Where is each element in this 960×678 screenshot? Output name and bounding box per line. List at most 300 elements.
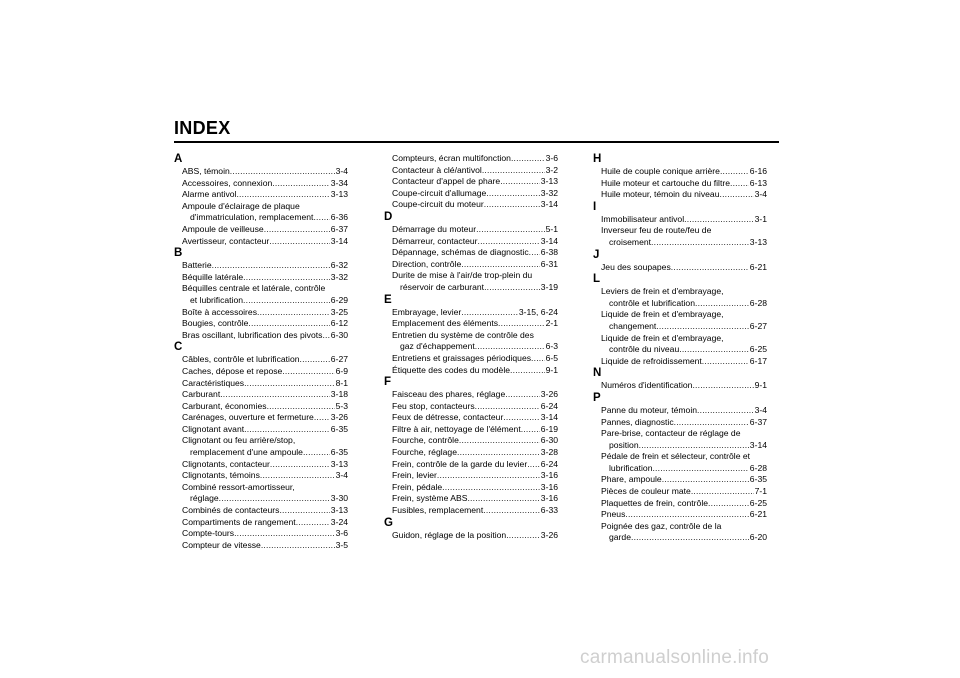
section-letter: I <box>593 200 597 213</box>
entry-label: Huile moteur, témoin du niveau <box>601 189 720 200</box>
entry-label: Fusibles, remplacement <box>392 505 484 516</box>
index-entry <box>593 486 767 498</box>
section-letter: A <box>174 153 183 165</box>
entry-label: Combinés de contacteurs <box>182 505 280 516</box>
page-ref: 3-14 <box>540 235 558 246</box>
page-ref: 3-26 <box>330 412 348 423</box>
entry-label: changement <box>609 320 657 331</box>
entry-label: Jeu des soupapes <box>601 261 671 272</box>
entry-label: Liquide de refroidissement <box>601 355 702 366</box>
entry-label: Immobilisateur antivol <box>601 213 685 224</box>
index-entry <box>174 283 348 306</box>
index-entry <box>593 225 767 248</box>
dot-leader <box>442 482 540 494</box>
dot-leader <box>531 353 545 365</box>
page-ref: 6-13 <box>749 177 767 188</box>
dot-leader <box>234 528 335 540</box>
section-letter: D <box>384 210 393 223</box>
dot-leader <box>478 236 540 248</box>
page-ref: 3-18 <box>330 389 348 400</box>
dot-leader <box>651 237 749 249</box>
entry-label: Entretien du système de contrôle des <box>392 329 534 340</box>
index-entry <box>593 405 767 417</box>
dot-leader <box>212 260 330 272</box>
entry-label: Clignotants, contacteur <box>182 458 270 469</box>
page-ref: 3-6 <box>335 528 348 539</box>
page-ref: 3-13 <box>330 189 348 200</box>
entry-label: Pneus <box>601 509 626 520</box>
entry-label: Frein, levier <box>392 470 437 481</box>
entry-label: Feux de détresse, contacteur <box>392 412 504 423</box>
dot-leader <box>279 505 329 517</box>
index-entry <box>384 318 558 330</box>
entry-label: Frein, système ABS <box>392 493 468 504</box>
dot-leader <box>475 401 540 413</box>
page-ref: 9-1 <box>545 364 558 375</box>
page-ref: 6-17 <box>749 355 767 366</box>
entry-label: Pannes, diagnostic <box>601 416 674 427</box>
entry-label: Clignotant avant <box>182 423 245 434</box>
index-entry <box>384 307 558 319</box>
entry-label: Contacteur à clé/antivol <box>392 164 482 175</box>
page-ref: 3-15, 6-24 <box>518 306 558 317</box>
page-ref: 3-13 <box>749 236 767 247</box>
index-entry <box>174 201 348 224</box>
page-ref: 3-16 <box>540 493 558 504</box>
dot-leader <box>236 189 329 201</box>
entry-label: Compte-tours <box>182 528 235 539</box>
index-entry <box>174 318 348 330</box>
entry-label: Plaquettes de frein, contrôle <box>601 497 709 508</box>
entry-label: remplacement d'une ampoule <box>190 447 303 458</box>
dot-leader <box>270 459 330 471</box>
entry-label: Béquilles centrale et latérale, contrôle <box>182 283 326 294</box>
page-ref: 6-37 <box>330 223 348 234</box>
dot-leader <box>459 435 540 447</box>
page-ref: 6-20 <box>749 532 767 543</box>
dot-leader <box>662 474 749 486</box>
dot-leader <box>461 259 540 271</box>
index-entry <box>384 493 558 505</box>
index-entry <box>593 333 767 356</box>
dot-leader <box>282 366 334 378</box>
index-column-2 <box>384 153 558 541</box>
entry-label: Compartiments de rangement <box>182 516 296 527</box>
entry-label: Caches, dépose et repose <box>182 365 283 376</box>
entry-label: Frein, contrôle de la garde du levier <box>392 458 528 469</box>
dot-leader <box>300 354 330 366</box>
entry-label: Poignée des gaz, contrôle de la <box>601 520 722 531</box>
entry-label: Dépannage, schémas de diagnostic <box>392 247 529 258</box>
dot-leader <box>498 318 545 330</box>
page-ref: 9-1 <box>754 380 767 391</box>
index-entry <box>593 262 767 274</box>
index-entry <box>593 380 767 392</box>
entry-label: contrôle et lubrification <box>609 297 695 308</box>
page-ref: 6-19 <box>540 423 558 434</box>
index-entry <box>593 451 767 474</box>
entry-label: Ampoule d'éclairage de plaque <box>182 200 300 211</box>
dot-leader <box>475 341 545 353</box>
dot-leader <box>484 282 540 294</box>
page-ref: 7-1 <box>754 486 767 497</box>
page-ref: 3-6 <box>545 153 558 163</box>
entry-label: réglage <box>190 493 219 504</box>
index-entry <box>384 412 558 424</box>
dot-leader <box>486 188 539 200</box>
index-entry <box>174 540 348 552</box>
dot-leader <box>482 165 545 177</box>
index-column-3 <box>593 153 767 544</box>
entry-label: Filtre à air, nettoyage de l'élément <box>392 423 521 434</box>
page-ref: 6-33 <box>540 505 558 516</box>
section-letter: F <box>384 376 392 389</box>
page-ref: 6-30 <box>330 329 348 340</box>
page-ref: 6-32 <box>330 260 348 271</box>
page-ref: 6-21 <box>749 509 767 520</box>
entry-label: d'immatriculation, remplacement <box>190 212 314 223</box>
index-entry <box>384 330 558 353</box>
page-ref: 3-26 <box>540 389 558 400</box>
dot-leader <box>527 459 540 471</box>
index-entry <box>174 224 348 236</box>
entry-label: croisement <box>609 236 652 247</box>
entry-label: contrôle du niveau <box>609 344 680 355</box>
index-entry <box>384 188 558 200</box>
watermark: carmanualsonline.info <box>580 647 770 668</box>
index-entry <box>174 389 348 401</box>
dot-leader <box>484 199 540 211</box>
index-entry <box>174 505 348 517</box>
index-entry <box>384 470 558 482</box>
entry-label: Bougies, contrôle <box>182 318 249 329</box>
page-ref: 6-24 <box>540 400 558 411</box>
index-entry <box>174 189 348 201</box>
page-ref: 6-28 <box>749 297 767 308</box>
entry-label: Clignotant ou feu arrière/stop, <box>182 435 296 446</box>
dot-leader <box>684 214 753 226</box>
entry-label: Câbles, contrôle et lubrification <box>182 354 300 365</box>
dot-leader <box>506 530 540 542</box>
entry-label: Faisceau des phares, réglage <box>392 389 506 400</box>
dot-leader <box>461 307 518 319</box>
dot-leader <box>505 389 540 401</box>
index-entry <box>174 401 348 413</box>
dot-leader <box>267 401 335 413</box>
dot-leader <box>322 330 329 342</box>
index-entry <box>174 366 348 378</box>
page-ref: 6-5 <box>545 352 558 363</box>
dot-leader <box>652 463 748 475</box>
index-entry <box>384 389 558 401</box>
page-ref: 3-32 <box>330 271 348 282</box>
dot-leader <box>248 318 329 330</box>
entry-label: garde <box>609 532 631 543</box>
index-entry <box>593 521 767 544</box>
page-ref: 6-25 <box>749 344 767 355</box>
page-ref: 3-16 <box>540 470 558 481</box>
entry-label: Feu stop, contacteurs <box>392 400 475 411</box>
index-entry <box>593 189 767 201</box>
index-entry <box>384 199 558 211</box>
entry-label: Ampoule de veilleuse <box>182 223 264 234</box>
section-letter: C <box>174 341 183 354</box>
index-entry <box>593 417 767 429</box>
dot-leader <box>220 389 330 401</box>
entry-label: Phare, ampoule <box>601 474 662 485</box>
entry-label: position <box>609 439 639 450</box>
dot-leader <box>695 298 749 310</box>
index-entry <box>593 428 767 451</box>
entry-label: Carénages, ouverture et fermeture <box>182 412 314 423</box>
dot-leader <box>730 178 749 190</box>
dot-leader <box>656 321 748 333</box>
page-ref: 3-34 <box>330 177 348 188</box>
page-ref: 3-24 <box>330 516 348 527</box>
index-entry <box>174 178 348 190</box>
page-ref: 6-30 <box>540 435 558 446</box>
index-entry <box>384 247 558 259</box>
page-ref: 3-14 <box>540 412 558 423</box>
dot-leader <box>503 412 539 424</box>
entry-label: réservoir de carburant <box>400 281 485 292</box>
dot-leader <box>511 153 545 165</box>
index-entry <box>384 270 558 293</box>
entry-label: Pédale de frein et sélecteur, contrôle et <box>601 451 751 462</box>
dot-leader <box>243 272 330 284</box>
page-ref: 3-28 <box>540 447 558 458</box>
dot-leader <box>671 262 749 274</box>
dot-leader <box>708 498 749 510</box>
page-ref: 3-30 <box>330 493 348 504</box>
index-entry <box>384 236 558 248</box>
entry-label: Fourche, contrôle <box>392 435 459 446</box>
dot-leader <box>702 356 749 368</box>
section-letter: P <box>593 391 601 404</box>
index-entry <box>384 165 558 177</box>
entry-label: ABS, témoin <box>182 166 230 176</box>
index-entry <box>384 176 558 188</box>
section-letter: B <box>174 247 183 260</box>
index-entry <box>174 435 348 458</box>
page-ref: 3-13 <box>330 458 348 469</box>
dot-leader <box>269 236 330 248</box>
page-ref: 3-13 <box>540 176 558 187</box>
entry-label: Fourche, réglage <box>392 447 457 458</box>
index-entry <box>174 354 348 366</box>
entry-label: Contacteur d'appel de phare <box>392 176 501 187</box>
dot-leader <box>260 470 335 482</box>
page-ref: 6-9 <box>335 365 348 376</box>
section-letter: N <box>593 367 602 380</box>
dot-leader <box>697 405 754 417</box>
dot-leader <box>500 176 540 188</box>
dot-leader <box>230 166 335 178</box>
dot-leader <box>272 178 330 190</box>
dot-leader <box>521 424 540 436</box>
page-ref: 8-1 <box>335 377 348 388</box>
entry-label: Liquide de frein et d'embrayage, <box>601 332 724 343</box>
page-title: INDEX <box>174 118 231 138</box>
page-ref: 3-4 <box>335 166 348 176</box>
entry-label: Boîte à accessoires <box>182 306 257 317</box>
page-ref: 6-27 <box>330 354 348 365</box>
dot-leader <box>476 224 545 236</box>
index-entry <box>593 166 767 178</box>
dot-leader <box>639 440 749 452</box>
index-entry <box>174 260 348 272</box>
section-letter: G <box>384 516 393 529</box>
index-entry <box>384 424 558 436</box>
entry-label: gaz d'échappement <box>400 341 475 352</box>
page-ref: 3-4 <box>754 189 767 200</box>
page-ref: 6-16 <box>749 166 767 176</box>
entry-label: Étiquette des codes du modèle <box>392 364 511 375</box>
index-entry <box>384 259 558 271</box>
page-ref: 3-5 <box>335 539 348 550</box>
index-entry <box>593 178 767 190</box>
page-ref: 3-32 <box>540 187 558 198</box>
entry-label: Combiné ressort-amortisseur, <box>182 481 295 492</box>
index-entry <box>384 153 558 165</box>
dot-leader <box>261 540 335 552</box>
page-ref: 6-29 <box>330 294 348 305</box>
page-ref: 6-38 <box>540 247 558 258</box>
entry-label: Coupe-circuit du moteur <box>392 199 484 210</box>
page-ref: 3-14 <box>330 235 348 246</box>
page-ref: 3-13 <box>330 505 348 516</box>
page-ref: 3-14 <box>749 439 767 450</box>
page-ref: 6-35 <box>749 474 767 485</box>
index-entry <box>174 424 348 436</box>
index-entry <box>384 401 558 413</box>
page-ref: 3-14 <box>540 199 558 210</box>
entry-label: Caractéristiques <box>182 377 245 388</box>
dot-leader <box>219 493 330 505</box>
index-entry <box>174 459 348 471</box>
entry-label: Durite de mise à l'air/de trop-plein du <box>392 270 533 281</box>
page-ref: 6-35 <box>330 447 348 458</box>
dot-leader <box>631 532 749 544</box>
dot-leader <box>314 412 330 424</box>
entry-label: lubrification <box>609 462 653 473</box>
dot-leader <box>529 247 540 259</box>
section-letter: E <box>384 293 392 306</box>
index-entry <box>384 365 558 377</box>
dot-leader <box>467 493 539 505</box>
dot-leader <box>437 470 540 482</box>
page-ref: 6-25 <box>749 497 767 508</box>
dot-leader <box>264 224 330 236</box>
entry-label: Démarrage du moteur <box>392 223 477 234</box>
dot-leader <box>674 417 749 429</box>
index-entry <box>384 482 558 494</box>
entry-label: Démarreur, contacteur <box>392 235 478 246</box>
dot-leader <box>257 307 330 319</box>
entry-label: Bras oscillant, lubrification des pivots <box>182 329 323 340</box>
index-entry <box>593 356 767 368</box>
dot-leader <box>457 447 540 459</box>
title-rule <box>174 141 779 143</box>
page-ref: 3-26 <box>540 529 558 540</box>
index-column-1 <box>174 153 348 551</box>
page-ref: 2-1 <box>545 318 558 329</box>
index-entry <box>174 330 348 342</box>
dot-leader <box>483 505 540 517</box>
dot-leader <box>244 378 334 390</box>
page-ref: 5-1 <box>545 223 558 234</box>
entry-label: Coupe-circuit d'allumage <box>392 187 487 198</box>
entry-label: Entretiens et graissages périodiques <box>392 352 532 363</box>
page-ref: 3-19 <box>540 281 558 292</box>
dot-leader <box>692 380 753 392</box>
dot-leader <box>510 365 545 377</box>
dot-leader <box>296 517 330 529</box>
dot-leader <box>303 447 330 459</box>
page-ref: 6-12 <box>330 318 348 329</box>
index-entry <box>174 166 348 178</box>
index-entry <box>174 412 348 424</box>
entry-label: Direction, contrôle <box>392 258 462 269</box>
entry-label: Carburant, économies <box>182 400 267 411</box>
page-ref: 6-21 <box>749 261 767 272</box>
entry-label: Inverseur feu de route/feu de <box>601 225 712 236</box>
entry-label: Pare-brise, contacteur de réglage de <box>601 428 741 439</box>
index-entry <box>174 517 348 529</box>
entry-label: Avertisseur, contacteur <box>182 235 270 246</box>
index-entry <box>593 498 767 510</box>
entry-label: Pièces de couleur mate <box>601 486 691 497</box>
section-letter: H <box>593 153 602 165</box>
page-ref: 3-4 <box>335 470 348 481</box>
entry-label: Numéros d'identification <box>601 380 693 391</box>
page-ref: 3-1 <box>754 213 767 224</box>
entry-label: Carburant <box>182 389 221 400</box>
page-ref: 6-31 <box>540 258 558 269</box>
section-letter: L <box>593 273 601 286</box>
index-entry <box>174 528 348 540</box>
index-entry <box>174 236 348 248</box>
page-ref: 6-36 <box>330 212 348 223</box>
dot-leader <box>244 424 330 436</box>
index-entry <box>593 214 767 226</box>
page-ref: 6-27 <box>749 320 767 331</box>
entry-label: Compteurs, écran multifonction <box>392 153 511 163</box>
index-entry <box>593 286 767 309</box>
index-entry <box>384 459 558 471</box>
entry-label: Béquille latérale <box>182 271 244 282</box>
entry-label: Compteur de vitesse <box>182 539 261 550</box>
index-entry <box>174 378 348 390</box>
page-ref: 6-35 <box>330 423 348 434</box>
dot-leader <box>691 486 754 498</box>
dot-leader <box>243 295 330 307</box>
page-ref: 6-28 <box>749 462 767 473</box>
index-entry <box>174 307 348 319</box>
page-ref: 6-24 <box>540 458 558 469</box>
entry-label: et lubrification <box>190 294 244 305</box>
page-ref: 3-2 <box>545 164 558 175</box>
index-entry <box>384 505 558 517</box>
page-ref: 5-3 <box>335 400 348 411</box>
entry-label: Leviers de frein et d'embrayage, <box>601 286 724 297</box>
entry-label: Emplacement des éléments <box>392 318 499 329</box>
entry-label: Embrayage, levier <box>392 306 462 317</box>
entry-label: Batterie <box>182 260 212 271</box>
index-entry <box>593 509 767 521</box>
index-entry <box>593 309 767 332</box>
entry-label: Guidon, réglage de la position <box>392 529 507 540</box>
